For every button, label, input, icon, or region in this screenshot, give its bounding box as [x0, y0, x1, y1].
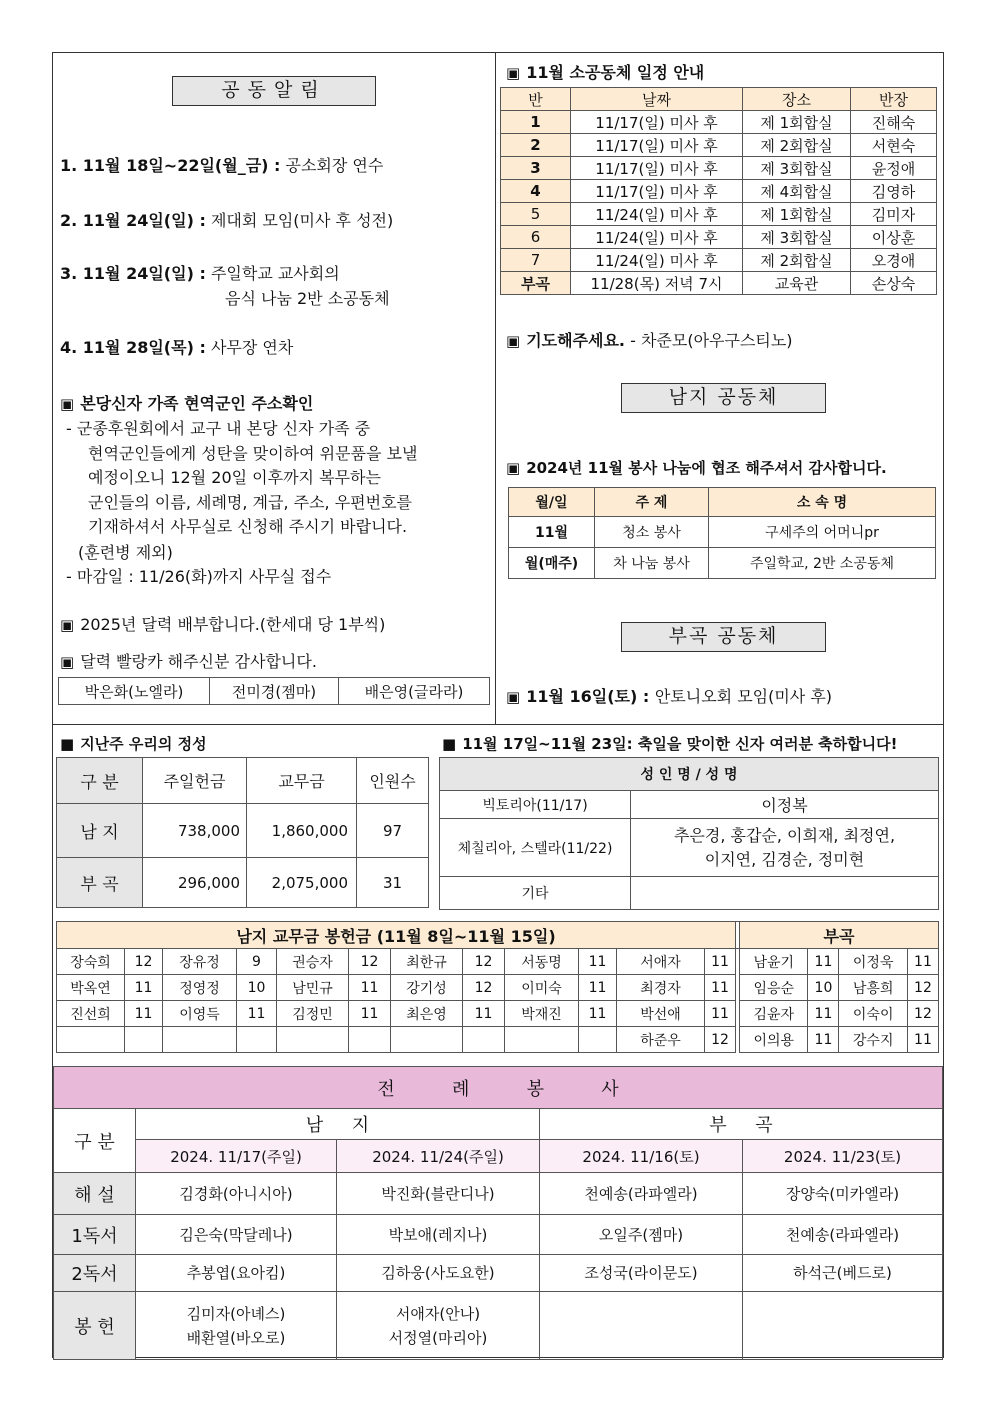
- offering-cell: 738,000: [143, 804, 247, 858]
- offering-row-label: 남 지: [57, 804, 143, 858]
- schedule-cell: 11/17(일) 미사 후: [571, 157, 743, 180]
- schedule-cell: 3: [501, 157, 571, 180]
- dues-count: 11: [907, 949, 938, 975]
- dues-name: 이미숙: [505, 975, 579, 1001]
- liturgy-person: 장양숙(미카엘라): [743, 1173, 943, 1215]
- schedule-header: 반: [501, 88, 571, 111]
- dues-count: 11: [907, 1027, 938, 1053]
- bugok-title: 부곡 공동체: [621, 622, 826, 652]
- schedule-cell: 제 1회합실: [743, 203, 851, 226]
- dues-name: 서애자: [617, 949, 705, 975]
- square-icon: ■: [60, 735, 75, 753]
- birthday-title: ■ 11월 17일~11월 23일: 축일을 맞이한 신자 여러분 축하합니다!: [442, 735, 898, 753]
- notice-item-3: 3. 11월 24일(일) : 주일학교 교사회의: [60, 264, 340, 283]
- dues-name: 박옥연: [57, 975, 125, 1001]
- birthday-saint: 체칠리아, 스텔라(11/22): [440, 819, 631, 877]
- military-line-4: 군인들의 이름, 세례명, 계급, 주소, 우편번호를: [88, 493, 412, 512]
- schedule-cell: 제 2회합실: [743, 249, 851, 272]
- liturgy-role: 해 설: [54, 1173, 136, 1215]
- military-line-2: 현역군인들에게 성탄을 맞이하여 위문품을 보낼: [88, 444, 418, 463]
- calendar-notice: ▣ 2025년 달력 배부합니다.(한세대 당 1부씩): [60, 615, 386, 634]
- dues-name: 박선애: [617, 1001, 705, 1027]
- square-bullet-icon: ▣: [506, 64, 521, 82]
- dues-table: [56, 921, 939, 1053]
- schedule-cell: 제 2회합실: [743, 134, 851, 157]
- dues-name: 남윤기: [740, 949, 808, 975]
- square-bullet-icon: ▣: [506, 688, 521, 706]
- dues-count: 12: [907, 975, 938, 1001]
- offering-cell: 296,000: [143, 858, 247, 908]
- dues-name: 이의용: [740, 1027, 808, 1053]
- liturgy-person: 김은숙(막달레나): [136, 1215, 337, 1255]
- liturgy-date: 2024. 11/23(토): [743, 1140, 943, 1173]
- liturgy-person: 천예송(라파엘라): [743, 1215, 943, 1255]
- liturgy-person: 추봉엽(요아킴): [136, 1255, 337, 1292]
- dues-count: 12: [463, 975, 505, 1001]
- military-deadline: - 마감일 : 11/26(화)까지 사무실 접수: [66, 567, 332, 586]
- liturgy-person: 천예송(라파엘라): [540, 1173, 743, 1215]
- schedule-row: [501, 111, 937, 134]
- liturgy-person: [743, 1292, 943, 1360]
- dues-count: 11: [705, 975, 736, 1001]
- schedule-cell: 2: [501, 134, 571, 157]
- bugok-item: ▣ 11월 16일(토) : 안토니오회 모임(미사 후): [506, 687, 833, 706]
- dues-count: 11: [237, 1001, 277, 1027]
- liturgy-person: 박보애(레지나): [337, 1215, 540, 1255]
- dues-bugok-title: 부곡: [740, 922, 939, 949]
- service-header: 소 속 명: [709, 488, 936, 517]
- schedule-cell: 제 3회합실: [743, 226, 851, 249]
- dues-count: 11: [349, 975, 391, 1001]
- schedule-cell: 11/28(목) 저녁 7시: [571, 272, 743, 295]
- offering-row-label: 부 곡: [57, 858, 143, 908]
- square-bullet-icon: ▣: [506, 332, 521, 350]
- service-cell: 11월: [509, 517, 595, 548]
- schedule-cell: 오경애: [851, 249, 937, 272]
- dues-row: [57, 975, 939, 1001]
- schedule-cell: 11/24(일) 미사 후: [571, 203, 743, 226]
- liturgy-row: [54, 1215, 943, 1255]
- dues-name: [57, 1027, 125, 1053]
- liturgy-person: 박진화(블란디나): [337, 1173, 540, 1215]
- offering-header: 교무금: [247, 758, 357, 804]
- liturgy-person: 김경화(아니시아): [136, 1173, 337, 1215]
- liturgy-person: 조성국(라이문도): [540, 1255, 743, 1292]
- dues-name: 강기성: [391, 975, 463, 1001]
- dues-count: 12: [705, 1027, 736, 1053]
- dues-name: 이정욱: [839, 949, 907, 975]
- schedule-cell: 1: [501, 111, 571, 134]
- dues-count: 11: [808, 949, 839, 975]
- dues-name: 임응순: [740, 975, 808, 1001]
- liturgy-person: 오일주(젬마): [540, 1215, 743, 1255]
- dues-name: 하준우: [617, 1027, 705, 1053]
- notice-item-2: 2. 11월 24일(일) : 제대회 모임(미사 후 성전): [60, 211, 394, 230]
- liturgy-person: 김미자(아녜스) 배환열(바오로): [136, 1292, 337, 1360]
- schedule-cell: 11/24(일) 미사 후: [571, 249, 743, 272]
- notice-item-1: 1. 11월 18일~22일(월_금) : 공소회장 연수: [60, 156, 384, 175]
- liturgy-row: [54, 1292, 943, 1360]
- dues-count: 10: [237, 975, 277, 1001]
- offering-cell: 1,860,000: [247, 804, 357, 858]
- schedule-cell: 6: [501, 226, 571, 249]
- schedule-row: [501, 180, 937, 203]
- schedule-cell: 11/17(일) 미사 후: [571, 134, 743, 157]
- square-bullet-icon: ▣: [60, 653, 75, 671]
- donor-cell: 박은화(노엘라): [59, 678, 210, 705]
- pray-notice: ▣ 기도해주세요. - 차준모(아우구스티노): [506, 331, 793, 350]
- square-bullet-icon: ▣: [60, 616, 75, 634]
- schedule-row: [501, 226, 937, 249]
- schedule-cell: 서현숙: [851, 134, 937, 157]
- schedule-cell: 교육관: [743, 272, 851, 295]
- liturgy-gubun: 구 분: [54, 1109, 136, 1173]
- dues-name: 이숙이: [839, 1001, 907, 1027]
- calendar-thanks: ▣ 달력 빨랑카 해주신분 감사합니다.: [60, 652, 317, 671]
- square-bullet-icon: ▣: [506, 459, 521, 477]
- dues-name: [163, 1027, 237, 1053]
- dues-name: 최한규: [391, 949, 463, 975]
- offering-cell: 97: [357, 804, 429, 858]
- service-header: 월/일: [509, 488, 595, 517]
- military-line-5: 기재하셔서 사무실로 신청해 주시기 바랍니다.: [88, 517, 408, 536]
- dues-name: 장숙희: [57, 949, 125, 975]
- schedule-header: 날짜: [571, 88, 743, 111]
- schedule-cell: 진해숙: [851, 111, 937, 134]
- dues-count: 11: [125, 975, 163, 1001]
- donor-cell: 배은영(글라라): [339, 678, 490, 705]
- dues-name: 정영정: [163, 975, 237, 1001]
- service-title: ▣ 2024년 11월 봉사 나눔에 협조 해주셔서 감사합니다.: [506, 459, 887, 477]
- square-bullet-icon: ▣: [60, 395, 75, 413]
- offering-header: 인원수: [357, 758, 429, 804]
- liturgy-date: 2024. 11/17(주일): [136, 1140, 337, 1173]
- service-cell: 구세주의 어머니pr: [709, 517, 936, 548]
- donor-cell: 전미경(젬마): [209, 678, 338, 705]
- schedule-cell: 부곡: [501, 272, 571, 295]
- dues-count: 12: [349, 949, 391, 975]
- notice-item-3-cont: 음식 나눔 2반 소공동체: [225, 289, 390, 308]
- dues-name: 김윤자: [740, 1001, 808, 1027]
- section-divider: [52, 724, 944, 725]
- dues-name: [505, 1027, 579, 1053]
- schedule-cell: 5: [501, 203, 571, 226]
- liturgy-date: 2024. 11/24(주일): [337, 1140, 540, 1173]
- schedule-cell: 4: [501, 180, 571, 203]
- liturgy-role: 봉 헌: [54, 1292, 136, 1360]
- birthday-saint: 빅토리아(11/17): [440, 791, 631, 819]
- dues-count: 11: [463, 1001, 505, 1027]
- dues-count: 12: [907, 1001, 938, 1027]
- dues-count: [579, 1027, 617, 1053]
- dues-count: 12: [125, 949, 163, 975]
- military-line-6: (훈련병 제외): [78, 543, 173, 562]
- liturgy-role: 2독서: [54, 1255, 136, 1292]
- dues-name: 김정민: [277, 1001, 349, 1027]
- dues-row: [57, 949, 939, 975]
- liturgy-row: [54, 1173, 943, 1215]
- dues-count: [125, 1027, 163, 1053]
- dues-count: 9: [237, 949, 277, 975]
- schedule-row: [501, 134, 937, 157]
- schedule-cell: 제 4회합실: [743, 180, 851, 203]
- birthday-names: [631, 877, 939, 910]
- dues-row: [57, 1001, 939, 1027]
- column-divider: [495, 52, 496, 724]
- liturgy-person: [540, 1292, 743, 1360]
- dues-name: 최경자: [617, 975, 705, 1001]
- offering-header: 주일헌금: [143, 758, 247, 804]
- schedule-cell: 김미자: [851, 203, 937, 226]
- military-line-3: 예정이오니 12월 20일 이후까지 복무하는: [88, 468, 381, 487]
- schedule-cell: 이상훈: [851, 226, 937, 249]
- dues-count: 11: [579, 1001, 617, 1027]
- dues-name: 장유정: [163, 949, 237, 975]
- dues-name: 남흥희: [839, 975, 907, 1001]
- dues-count: 11: [579, 975, 617, 1001]
- offering-header: 구 분: [57, 758, 143, 804]
- schedule-header: 반장: [851, 88, 937, 111]
- dues-count: 11: [705, 949, 736, 975]
- liturgy-title: 전 례 봉 사: [54, 1067, 943, 1109]
- liturgy-bugok: 부 곡: [540, 1109, 943, 1140]
- liturgy-role: 1독서: [54, 1215, 136, 1255]
- offering-table: [56, 757, 429, 908]
- schedule-table: [500, 87, 937, 295]
- schedule-row: [501, 203, 937, 226]
- dues-count: 11: [349, 1001, 391, 1027]
- service-cell: 월(매주): [509, 548, 595, 579]
- schedule-title: ▣ 11월 소공동체 일정 안내: [506, 63, 705, 82]
- service-cell: 차 나눔 봉사: [595, 548, 709, 579]
- dues-count: [349, 1027, 391, 1053]
- birthday-names: 추은경, 홍갑순, 이희재, 최정연, 이지연, 김경순, 정미현: [631, 819, 939, 877]
- dues-name: 남민규: [277, 975, 349, 1001]
- notice-item-4: 4. 11월 28일(목) : 사무장 연차: [60, 338, 294, 357]
- schedule-row: [501, 157, 937, 180]
- service-cell: 주일학교, 2반 소공동체: [709, 548, 936, 579]
- square-icon: ■: [442, 735, 457, 753]
- birthday-saint: 기타: [440, 877, 631, 910]
- dues-name: 강수지: [839, 1027, 907, 1053]
- offering-cell: 2,075,000: [247, 858, 357, 908]
- birthday-header: 성 인 명 / 성 명: [440, 758, 939, 791]
- dues-row: [57, 1027, 939, 1053]
- schedule-header: 장소: [743, 88, 851, 111]
- schedule-cell: 손상숙: [851, 272, 937, 295]
- military-heading: ▣ 본당신자 가족 현역군인 주소확인: [60, 394, 314, 413]
- schedule-cell: 제 3회합실: [743, 157, 851, 180]
- dues-name: 권승자: [277, 949, 349, 975]
- dues-name: 최은영: [391, 1001, 463, 1027]
- dues-count: 10: [808, 975, 839, 1001]
- dues-name: 이영득: [163, 1001, 237, 1027]
- dues-count: 11: [579, 949, 617, 975]
- service-cell: 청소 봉사: [595, 517, 709, 548]
- namji-title: 남지 공동체: [621, 383, 826, 413]
- dues-count: 11: [705, 1001, 736, 1027]
- liturgy-row: [54, 1255, 943, 1292]
- dues-name: 박재진: [505, 1001, 579, 1027]
- liturgy-person: 하석근(베드로): [743, 1255, 943, 1292]
- schedule-cell: 김영하: [851, 180, 937, 203]
- offering-cell: 31: [357, 858, 429, 908]
- dues-count: [463, 1027, 505, 1053]
- liturgy-person: 김하웅(사도요한): [337, 1255, 540, 1292]
- schedule-row: [501, 249, 937, 272]
- schedule-cell: 11/17(일) 미사 후: [571, 111, 743, 134]
- dues-name: [277, 1027, 349, 1053]
- service-header: 주 제: [595, 488, 709, 517]
- liturgy-namji: 남 지: [136, 1109, 540, 1140]
- dues-name: 진선희: [57, 1001, 125, 1027]
- schedule-cell: 7: [501, 249, 571, 272]
- birthday-table: [439, 757, 939, 910]
- donor-table: [58, 677, 490, 705]
- schedule-cell: 윤정애: [851, 157, 937, 180]
- service-table: [508, 487, 936, 579]
- schedule-cell: 제 1회합실: [743, 111, 851, 134]
- dues-namji-title: 남지 교무금 봉헌금 (11월 8일~11월 15일): [57, 922, 736, 949]
- military-line-1: - 군종후원회에서 교구 내 본당 신자 가족 중: [66, 419, 371, 438]
- offering-title: ■ 지난주 우리의 정성: [60, 735, 207, 753]
- dues-count: 11: [808, 1027, 839, 1053]
- schedule-cell: 11/17(일) 미사 후: [571, 180, 743, 203]
- birthday-names: 이정복: [631, 791, 939, 819]
- dues-count: [237, 1027, 277, 1053]
- liturgy-person: 서애자(안나) 서정열(마리아): [337, 1292, 540, 1360]
- schedule-cell: 11/24(일) 미사 후: [571, 226, 743, 249]
- dues-name: 서동명: [505, 949, 579, 975]
- schedule-row: [501, 272, 937, 295]
- dues-count: 11: [125, 1001, 163, 1027]
- liturgy-table: [53, 1066, 943, 1360]
- liturgy-date: 2024. 11/16(토): [540, 1140, 743, 1173]
- dues-count: 11: [808, 1001, 839, 1027]
- dues-name: [391, 1027, 463, 1053]
- dues-count: 12: [463, 949, 505, 975]
- notice-title: 공동알림: [172, 76, 376, 106]
